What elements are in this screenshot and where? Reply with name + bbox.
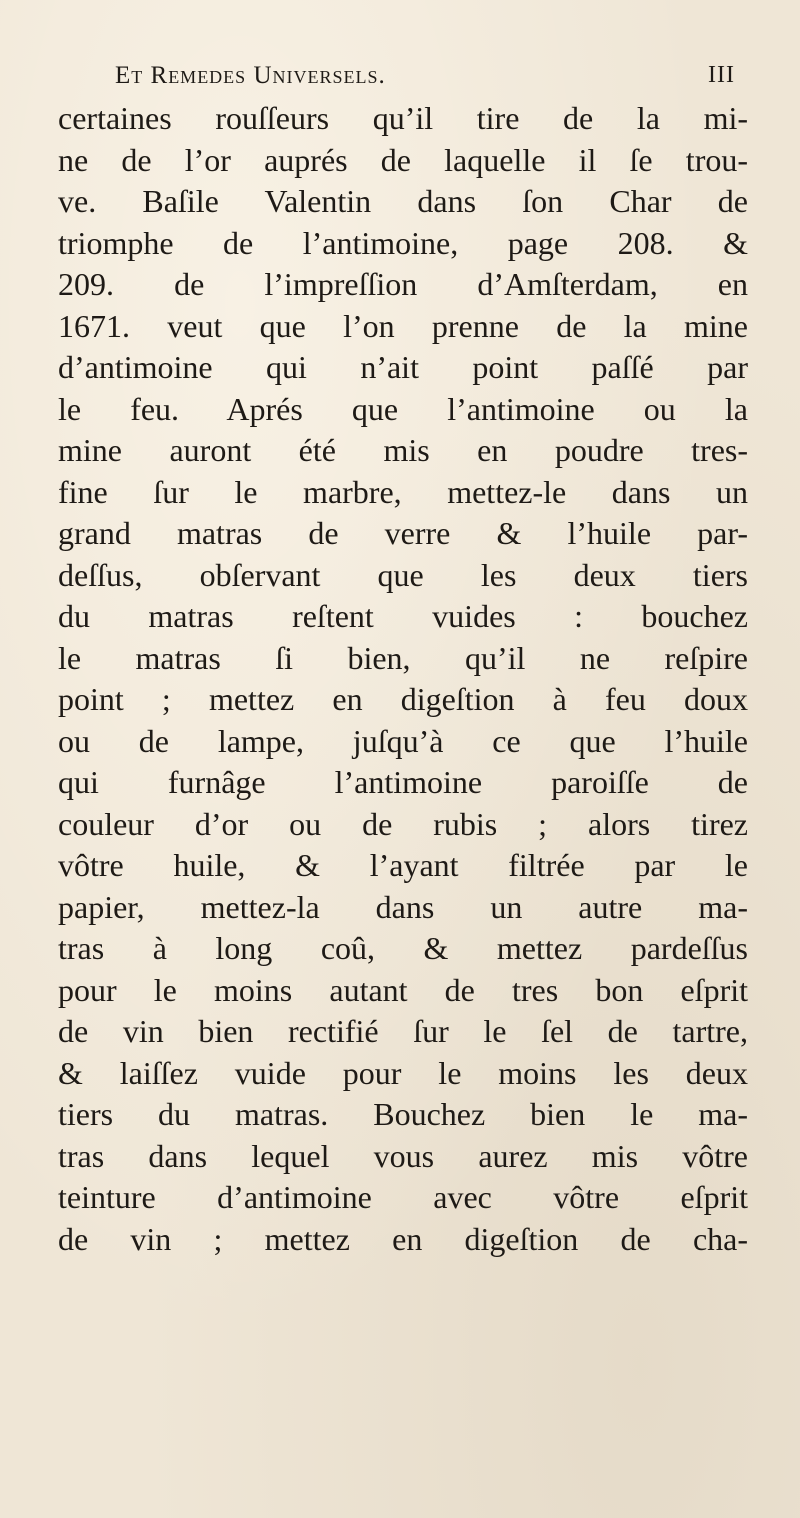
- text-line: le feu. Aprés que l’antimoine ou la: [58, 390, 748, 427]
- text-line: point ; mettez en digeſtion à feu doux: [58, 681, 748, 717]
- text-line: 1671. veut que l’on prenne de la mine: [58, 307, 748, 344]
- text-line: du matras reſtent vuides : bouchez: [58, 598, 748, 634]
- text-line: fine ſur le marbre, mettez-le dans un: [58, 473, 748, 510]
- text-line: certaines rouſſeurs qu’il tire de la mi-: [58, 100, 748, 136]
- text-line: & laiſſez vuide pour le moins les deux: [58, 1054, 748, 1091]
- text-line: papier, mettez-la dans un autre ma-: [58, 888, 748, 925]
- text-line: ne de l’or auprés de laquelle il ſe trou-: [58, 141, 748, 178]
- text-line: triomphe de l’antimoine, page 208. &: [58, 224, 748, 261]
- text-line: 209. de l’impreſſion d’Amſterdam, en: [58, 266, 748, 302]
- text-line: qui furnâge l’antimoine paroiſſe de: [58, 764, 748, 800]
- text-line: tras à long coû, & mettez pardeſſus: [58, 930, 748, 966]
- text-line: de vin ; mettez en digeſtion de cha-: [58, 1220, 748, 1257]
- text-line: de vin bien rectifié ſur le ſel de tartre,: [58, 1013, 748, 1049]
- running-head: [60, 62, 735, 98]
- text-line: ou de lampe, juſqu’à ce que l’huile: [58, 722, 748, 759]
- running-head-title: Et Remedes Universels.: [115, 62, 386, 89]
- text-line: ve. Baſile Valentin dans ſon Char de: [58, 183, 748, 219]
- text-line: teinture d’antimoine avec vôtre eſprit: [58, 1179, 748, 1215]
- text-line: deſſus, obſervant que les deux tiers: [58, 556, 748, 593]
- text-line: vôtre huile, & l’ayant filtrée par le: [58, 847, 748, 883]
- text-line: le matras ſi bien, qu’il ne reſpire: [58, 639, 748, 676]
- text-line: couleur d’or ou de rubis ; alors tirez: [58, 805, 748, 842]
- page-number: III: [708, 62, 735, 88]
- text-line: d’antimoine qui n’ait point paſſé par: [58, 349, 748, 385]
- text-line: pour le moins autant de tres bon eſprit: [58, 971, 748, 1008]
- body-text: [58, 98, 748, 1260]
- text-line: tiers du matras. Bouchez bien le ma-: [58, 1096, 748, 1132]
- text-line: tras dans lequel vous aurez mis vôtre: [58, 1137, 748, 1174]
- text-line: grand matras de verre & l’huile par-: [58, 515, 748, 551]
- text-line: mine auront été mis en poudre tres-: [58, 432, 748, 468]
